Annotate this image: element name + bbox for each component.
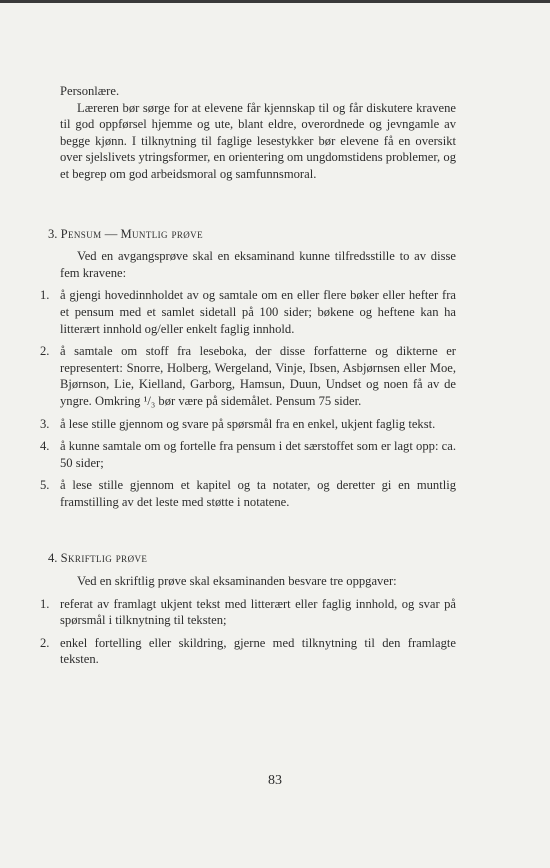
list-item-number: 2. — [40, 344, 50, 359]
page-number: 83 — [268, 773, 282, 788]
page-body — [40, 83, 456, 668]
section-intro: Ved en skriftlig prøve skal eksaminanden besvare tre oppgaver: — [77, 574, 397, 589]
list-item-number: 4. — [40, 439, 50, 454]
personlaere-paragraph: Læreren bør sørge for at elevene får kjennskap til og får diskutere kravene til god oppførsel hjemme og ute, blant eldre, overordnede og jevngamle av begge kjønn. I tilknytning til faglige lesestykker bør elevene få en oversikt over sjelslivets ytringsformer, en orientering om ungdomstidens problemer, og et begrep om god arbeidsmoral og samfunnsmoral. — [60, 100, 456, 181]
list-item — [40, 596, 456, 629]
list-item — [40, 287, 456, 337]
section-title — [48, 550, 456, 567]
list-item-text: å gjengi hovedinnholdet av og samtale om en eller flere bøker eller hefter fra et pensum med et samlet sidetall på 100 sider; bøkene og heftene kan ha litterært innhold og/eller enkelt faglig innhold. — [60, 288, 456, 336]
section-skriftlig — [40, 550, 456, 668]
list-item — [40, 477, 456, 510]
list-item-number: 1. — [40, 288, 50, 303]
list-item-number: 1. — [40, 596, 50, 611]
list-item — [40, 416, 456, 433]
list-item-text: enkel fortelling eller skildring, gjerne med tilknytning til den framlagte teksten. — [60, 635, 456, 667]
list-item-text: å samtale om stoff fra leseboka, der disse forfatterne og dikterne er representert: Snorre, Holberg, Wergeland, Vinje, Ibsen, Asbjørnsen eller Moe, Bjørnson, Lie, Kielland, Garborg, Hamsun, Duun, Undset og noen få av de yngre. Omkring ¹/₃ bør være på sidemålet. Pensum 75 sider. — [60, 344, 456, 408]
section-title — [48, 226, 456, 243]
section-title-main: Pensum — [60, 226, 102, 241]
list-item — [40, 343, 456, 409]
section-number: 4. — [48, 551, 58, 566]
list-item-number: 5. — [40, 478, 50, 493]
section-dash: — — [104, 226, 118, 241]
section-title-main: Skriftlig prøve — [60, 551, 148, 566]
list-item-text: referat av framlagt ukjent tekst med litterært eller faglig innhold, og svar på spørsmål i tilknytning til teksten; — [60, 596, 456, 628]
list-item — [40, 438, 456, 471]
personlaere-heading: Personlære. — [60, 84, 120, 98]
section-intro: Ved en avgangsprøve skal en eksaminand kunne tilfredsstille to av disse fem kravene: — [60, 249, 456, 280]
section-title-sub: Muntlig prøve — [120, 226, 203, 241]
section-pensum — [40, 226, 456, 511]
list-item-text: å kunne samtale om og fortelle fra pensum i det særstoffet som er lagt opp: ca. 50 sider; — [60, 439, 456, 470]
list-item-text: å lese stille gjennom og svare på spørsmål fra en enkel, ukjent faglig tekst. — [60, 416, 436, 431]
top-rule — [0, 0, 550, 3]
list-item-number: 2. — [40, 635, 50, 650]
list-item — [40, 635, 456, 668]
list-item-number: 3. — [40, 416, 50, 431]
section-number: 3. — [48, 226, 58, 241]
list-item-text: å lese stille gjennom et kapitel og ta notater, og deretter gi en muntlig framstilling av det leste med støtte i notatene. — [60, 478, 456, 509]
